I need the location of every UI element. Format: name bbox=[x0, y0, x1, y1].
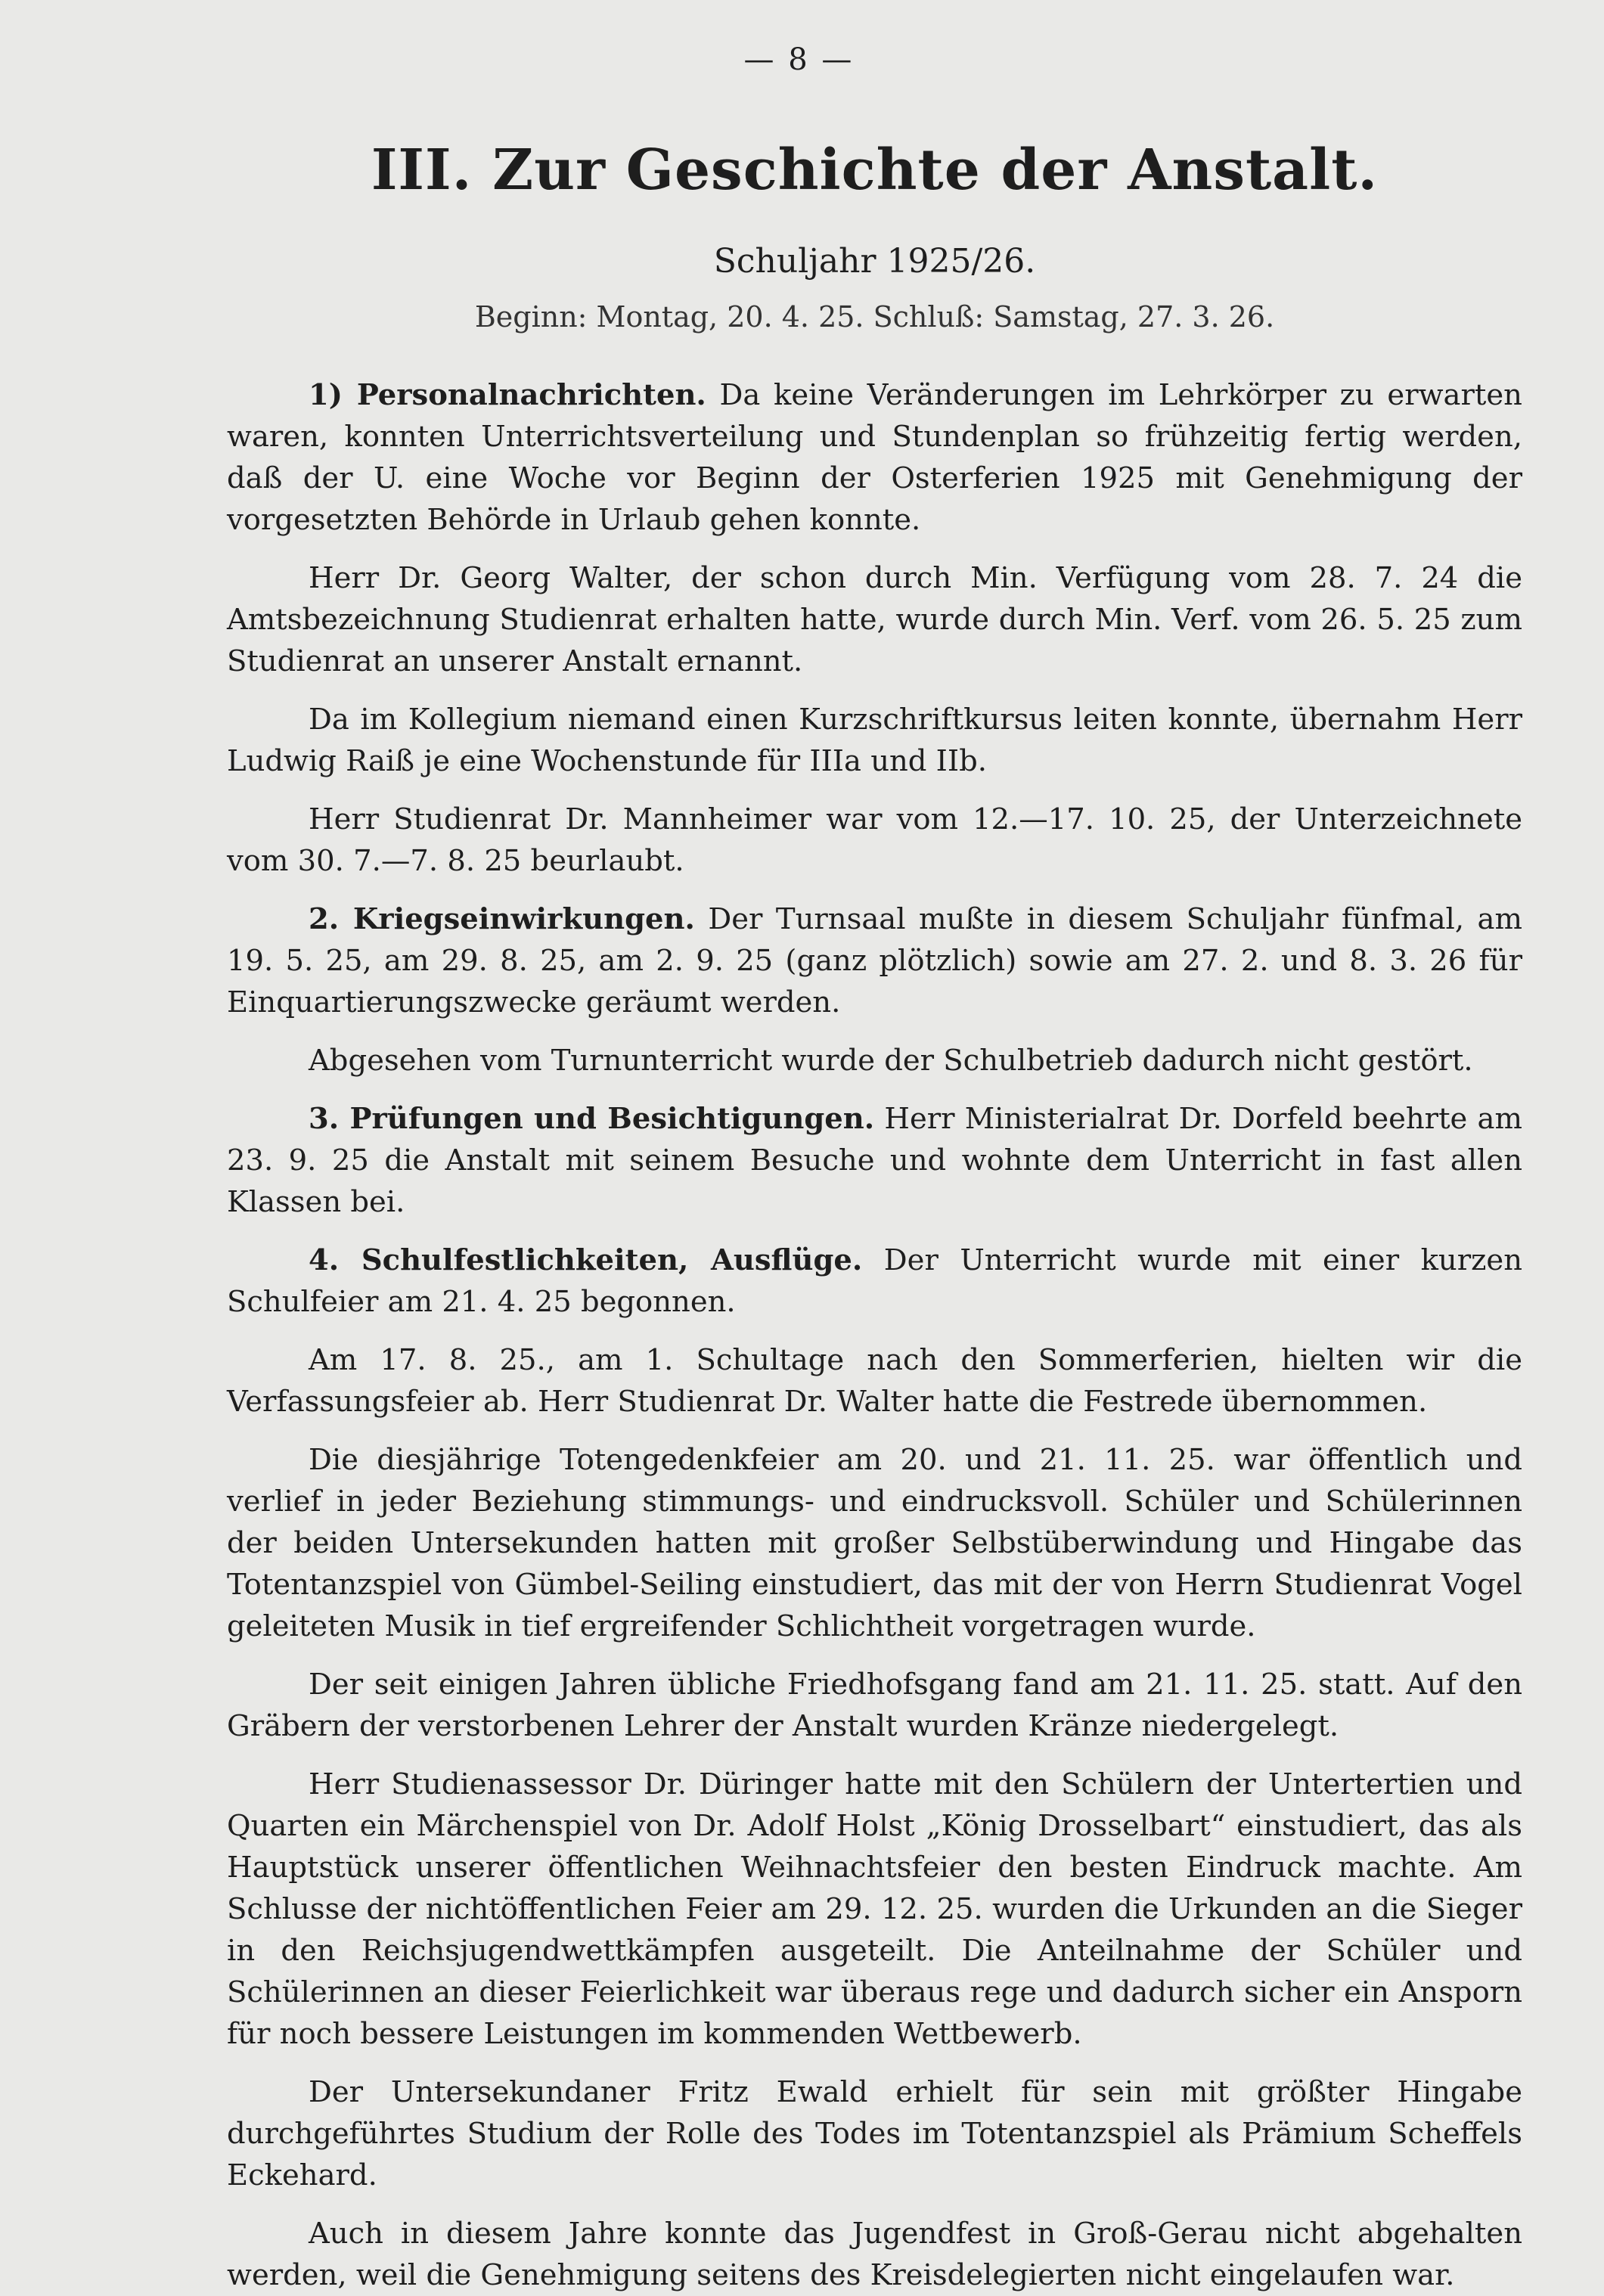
school-year: Schuljahr 1925/26. bbox=[713, 242, 1036, 281]
paragraph: Herr Dr. Georg Walter, der schon durch Min. Verfügung vom 28. 7. 24 die Amtsbezeichnung Studienrat erhalten hatte, wurde durch Min. Verf. vom 26. 5. 25 zum Studienrat an unserer Anstalt ernannt. bbox=[227, 561, 1522, 678]
heading-personnel: 1) Personalnachrichten. bbox=[309, 378, 706, 412]
paragraph-text: Der Unterricht wurde mit einer kurzen Schulfeier am 21. 4. 25 begonnen. bbox=[227, 1243, 1522, 1319]
paragraph-text: Herr Ministerialrat Dr. Dorfeld beehrte am 23. 9. 25 die Anstalt mit seinem Besuche und wohnte dem Unterricht in fast allen Klassen bei. bbox=[227, 1102, 1522, 1219]
chapter-title: III. Zur Geschichte der Anstalt. bbox=[371, 138, 1379, 203]
paragraph-text: Der Turnsaal mußte in diesem Schuljahr fünfmal, am 19. 5. 25, am 29. 8. 25, am 2. 9. 25 (ganz plötzlich) sowie am 27. 2. und 8. 3. 26 für Einquartierungszwecke geräumt werden. bbox=[227, 902, 1522, 1019]
paragraph: Abgesehen vom Turnunterricht wurde der Schulbetrieb dadurch nicht gestört. bbox=[309, 1044, 1473, 1078]
paragraph: Auch in diesem Jahre konnte das Jugendfest in Groß-Gerau nicht abgehalten werden, weil die Genehmigung seitens des Kreisdelegierten nicht eingelaufen war. bbox=[227, 2217, 1522, 2292]
paragraph: Herr Studienassessor Dr. Düringer hatte mit den Schülern der Untertertien und Quarten ein Märchenspiel von Dr. Adolf Holst „König Drosselbart“ einstudiert, das als Hauptstück unserer öffentlichen Weihnachtsfeier den besten Eindruck machte. Am Schlusse der nichtöffentlichen Feier am 29. 12. 25. wurden die Urkunden an die Sieger in den Reichsjugendwettkämpfen ausgeteilt. Die Anteilnahme der Schüler und Schülerinnen an dieser Feierlichkeit war überaus rege und dadurch sicher ein Ansporn für noch bessere Leistungen im kommenden Wettbewerb. bbox=[227, 1767, 1522, 2051]
paragraph-festivities bbox=[227, 1240, 1522, 1323]
heading-inspections: 3. Prüfungen und Besichtigungen. bbox=[309, 1102, 875, 1136]
page-number: — 8 — bbox=[743, 42, 855, 77]
paragraph: Der Untersekundaner Fritz Ewald erhielt für sein mit größter Hingabe durchgeführtes Studium der Rolle des Todes im Totentanzspiel als Prämium Scheffels Eckehard. bbox=[227, 2075, 1522, 2192]
paragraph-inspections bbox=[227, 1098, 1522, 1223]
paragraph-war-effects bbox=[227, 898, 1522, 1023]
paragraph: Da im Kollegium niemand einen Kurzschriftkursus leiten konnte, übernahm Herr Ludwig Raiß je eine Wochenstunde für IIIa und IIb. bbox=[227, 703, 1522, 778]
paragraph: Der seit einigen Jahren übliche Friedhofsgang fand am 21. 11. 25. statt. Auf den Gräbern der verstorbenen Lehrer der Anstalt wurden Kränze niedergelegt. bbox=[227, 1668, 1522, 1743]
heading-festivities: 4. Schulfestlichkeiten, Ausflüge. bbox=[309, 1243, 863, 1277]
paragraph: Die diesjährige Totengedenkfeier am 20. und 21. 11. 25. war öffentlich und verlief in jeder Beziehung stimmungs- und eindrucksvoll. Schüler und Schülerinnen der beiden Untersekunden hatten mit großer Selbstüberwindung und Hingabe das Totentanzspiel von Gümbel-Seiling einstudiert, das mit der von Herrn Studienrat Vogel geleiteten Musik in tief ergreifender Schlichtheit vorgetragen wurde. bbox=[227, 1443, 1522, 1643]
paragraph-personnel bbox=[227, 374, 1522, 541]
paragraph: Herr Studienrat Dr. Mannheimer war vom 12.—17. 10. 25, der Unterzeichnete vom 30. 7.—7. 8. 25 beurlaubt. bbox=[227, 802, 1522, 878]
paragraph-text: Da keine Veränderungen im Lehrkörper zu erwarten waren, konnten Unterrichtsverteilung und Stundenplan so frühzeitig fertig werden, daß der U. eine Woche vor Beginn der Osterferien 1925 mit Genehmigung der vorgesetzten Behörde in Urlaub gehen konnte. bbox=[227, 378, 1522, 537]
paragraph: Am 17. 8. 25., am 1. Schultage nach den Sommerferien, hielten wir die Verfassungsfeier ab. Herr Studienrat Dr. Walter hatte die Festrede übernommen. bbox=[227, 1343, 1522, 1419]
heading-war-effects: 2. Kriegseinwirkungen. bbox=[309, 902, 695, 936]
term-dates: Beginn: Montag, 20. 4. 25. Schluß: Samstag, 27. 3. 26. bbox=[474, 300, 1275, 334]
